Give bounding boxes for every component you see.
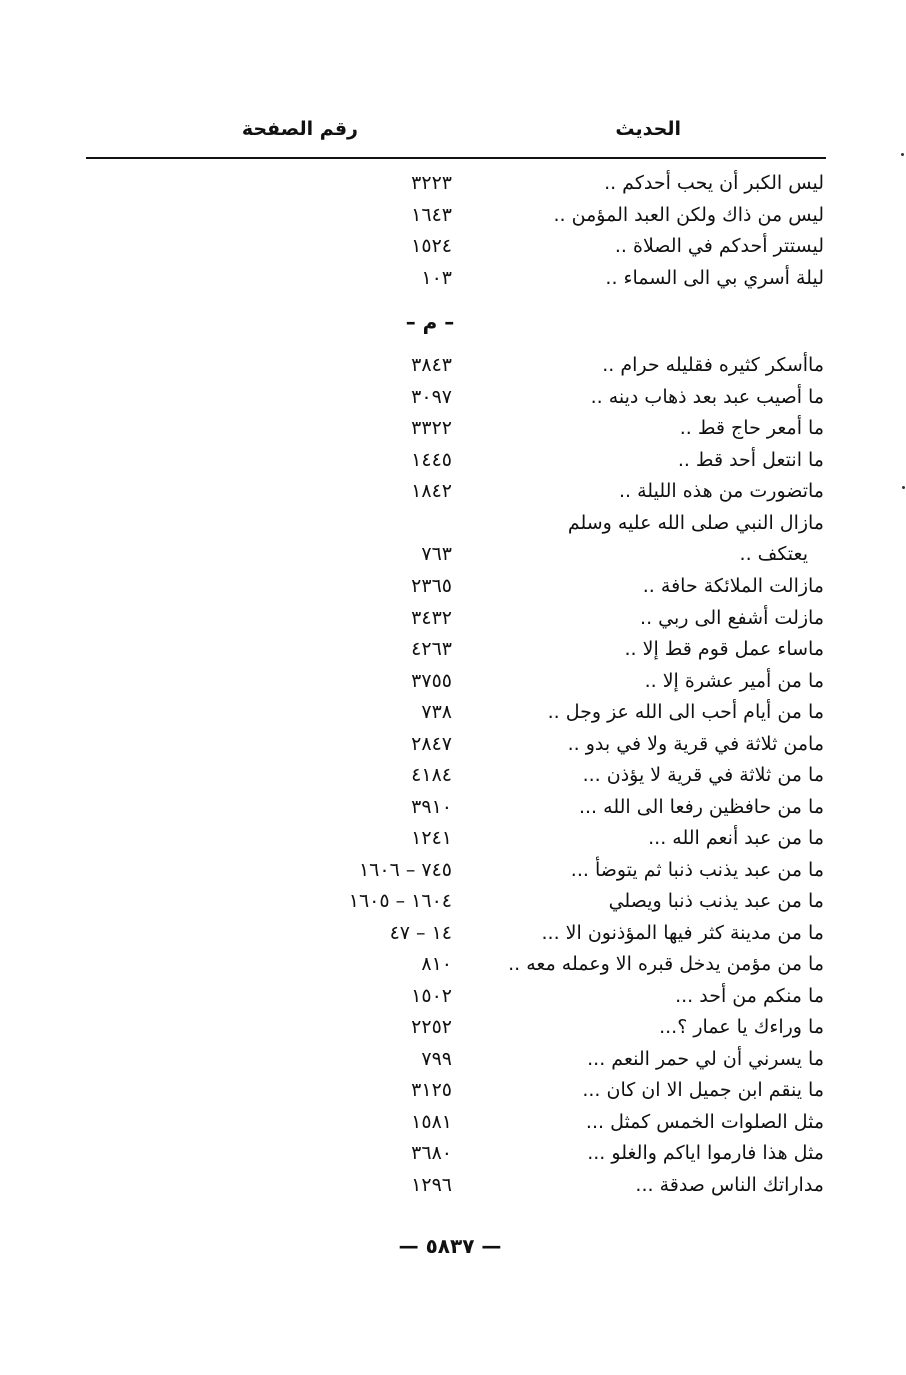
hadith-text: مازال النبي صلى الله عليه وسلم: [567, 511, 824, 534]
hadith-text: ليلة أسري بي الى السماء ..: [605, 266, 824, 289]
hadith-page-ref: ٣٤٣٢: [411, 606, 452, 629]
index-entry: [0, 888, 906, 920]
index-entry: [0, 1077, 906, 1109]
hadith-text: ما منكم من أحد ...: [675, 984, 824, 1007]
index-entry: [0, 762, 906, 794]
hadith-page-ref: ٤٢٦٣: [411, 638, 452, 660]
hadith-page-ref: ١٢٤١: [411, 827, 452, 849]
index-entry: [0, 920, 906, 952]
hadith-text: ما من عبد يذنب ذنبا ويصلي: [608, 890, 824, 912]
hadith-page-ref: ٢٢٥٢: [411, 1016, 452, 1038]
hadith-text: ما من أيام أحب الى الله عز وجل ..: [547, 701, 824, 723]
hadith-text: مثل الصلوات الخمس كمثل ...: [585, 1110, 824, 1133]
hadith-text: ليس الكبر أن يحب أحدكم ..: [604, 172, 824, 194]
section-heading: [0, 296, 906, 352]
index-entry: [0, 951, 906, 983]
index-entry: [0, 1046, 906, 1078]
hadith-text: ما أصيب عبد بعد ذهاب دينه ..: [590, 385, 824, 408]
index-entry: [0, 352, 906, 384]
index-entry: [0, 1109, 906, 1141]
hadith-page-ref: ٣٨٤٣: [411, 354, 452, 376]
hadith-page-ref: ٣٢٢٣: [411, 172, 452, 194]
hadith-text: ما من مؤمن يدخل قبره الا وعمله معه ..: [508, 953, 824, 975]
index-entry: [0, 794, 906, 826]
index-entry: [0, 857, 906, 889]
index-entry: [0, 605, 906, 637]
column-header-page-number: رقم الصفحة: [241, 118, 358, 140]
hadith-text: ما ينقم ابن جميل الا ان كان ...: [582, 1079, 824, 1101]
hadith-page-ref: ٢٨٤٧: [411, 732, 452, 755]
hadith-text: مداراتك الناس صدقة ...: [635, 1173, 824, 1196]
hadith-text: ما انتعل أحد قط ..: [677, 448, 824, 471]
hadith-text: ماأسكر كثيره فقليله حرام ..: [602, 354, 824, 376]
hadith-page-ref: ١٦٠٤ – ١٦٠٥: [348, 890, 452, 912]
hadith-text: ما من عبد يذنب ذنبا ثم يتوضأ ...: [570, 858, 824, 881]
scan-speck: [901, 153, 904, 156]
hadith-text: ما من ثلاثة في قرية لا يؤذن ...: [582, 764, 824, 786]
hadith-page-ref: ١٤ – ٤٧: [389, 921, 452, 944]
hadith-text: ما وراءك يا عمار ؟...: [659, 1016, 824, 1038]
index-entry: [0, 825, 906, 857]
index-entry: [0, 170, 906, 202]
hadith-text: ما من حافظين رفعا الى الله ...: [578, 795, 824, 818]
index-entry: [0, 983, 906, 1015]
hadith-text: ماتضورت من هذه الليلة ..: [618, 480, 824, 502]
index-entry: [0, 636, 906, 668]
hadith-page-ref: ١٥٢٤: [411, 235, 452, 257]
hadith-text: ما يسرني أن لي حمر النعم ...: [587, 1047, 824, 1070]
hadith-text: ليس من ذاك ولكن العبد المؤمن ..: [553, 203, 824, 226]
hadith-page-ref: ١٤٤٥: [411, 448, 452, 471]
section-letter: – م –: [405, 310, 455, 334]
hadith-text: مثل هذا فارموا اياكم والغلو ...: [587, 1142, 824, 1164]
hadith-page-ref: ١٥٠٢: [411, 984, 452, 1007]
hadith-text: مازالت الملائكة حافة ..: [642, 575, 824, 597]
hadith-page-ref: ٣٩١٠: [411, 795, 452, 818]
index-entry: [0, 478, 906, 510]
index-entry: [0, 384, 906, 416]
index-entry: [0, 699, 906, 731]
scan-speck: [902, 486, 905, 489]
header-divider: [86, 157, 826, 159]
hadith-text: ما أمعر حاج قط ..: [679, 417, 824, 439]
hadith-text: ليستتر أحدكم في الصلاة ..: [614, 235, 824, 257]
hadith-text: يعتكف ..: [739, 543, 808, 565]
index-entry: [0, 415, 906, 447]
index-entry: [0, 668, 906, 700]
index-entry: [0, 233, 906, 265]
hadith-text: ما من مدينة كثر فيها المؤذنون الا ...: [541, 921, 824, 944]
hadith-page-ref: ٤١٨٤: [411, 764, 452, 786]
hadith-page-ref: ٣١٢٥: [411, 1079, 452, 1101]
hadith-text: ما من عبد أنعم الله ...: [648, 827, 824, 849]
hadith-text: مازلت أشفع الى ربي ..: [640, 606, 824, 629]
index-entry: [0, 731, 906, 763]
hadith-page-ref: ٣٦٨٠: [411, 1142, 452, 1164]
hadith-page-ref: ٢٣٦٥: [411, 575, 452, 597]
page-number: — ٥٨٣٧ —: [398, 1234, 502, 1258]
hadith-page-ref: ١٨٤٢: [411, 480, 452, 502]
hadith-page-ref: ٧٤٥ – ١٦٠٦: [358, 858, 452, 881]
hadith-page-ref: ٧٩٩: [421, 1047, 452, 1070]
hadith-page-ref: ١٠٣: [421, 266, 452, 289]
index-entry: [0, 510, 906, 542]
index-entry: [0, 573, 906, 605]
hadith-page-ref: ١٢٩٦: [411, 1173, 452, 1196]
index-entry: [0, 1014, 906, 1046]
hadith-page-ref: ١٥٨١: [411, 1110, 452, 1133]
hadith-page-ref: ٣٧٥٥: [411, 669, 452, 692]
hadith-text: ما من أمير عشرة إلا ..: [644, 669, 824, 692]
hadith-page-ref: ٧٣٨: [421, 701, 452, 723]
column-header-hadith: الحديث: [615, 118, 681, 140]
index-list: [0, 170, 906, 1203]
hadith-page-ref: ٣٣٢٢: [411, 417, 452, 439]
index-entry: [0, 1140, 906, 1172]
hadith-text: مامن ثلاثة في قرية ولا في بدو ..: [567, 732, 824, 755]
hadith-text: ماساء عمل قوم قط إلا ..: [624, 638, 824, 660]
hadith-page-ref: ٨١٠: [421, 953, 452, 975]
index-entry: [0, 447, 906, 479]
index-entry: [0, 265, 906, 297]
hadith-page-ref: ٧٦٣: [421, 543, 452, 565]
hadith-page-ref: ٣٠٩٧: [411, 385, 452, 408]
hadith-page-ref: ١٦٤٣: [411, 203, 452, 226]
index-entry: [0, 1172, 906, 1204]
index-entry: [0, 202, 906, 234]
index-entry: [0, 541, 906, 573]
